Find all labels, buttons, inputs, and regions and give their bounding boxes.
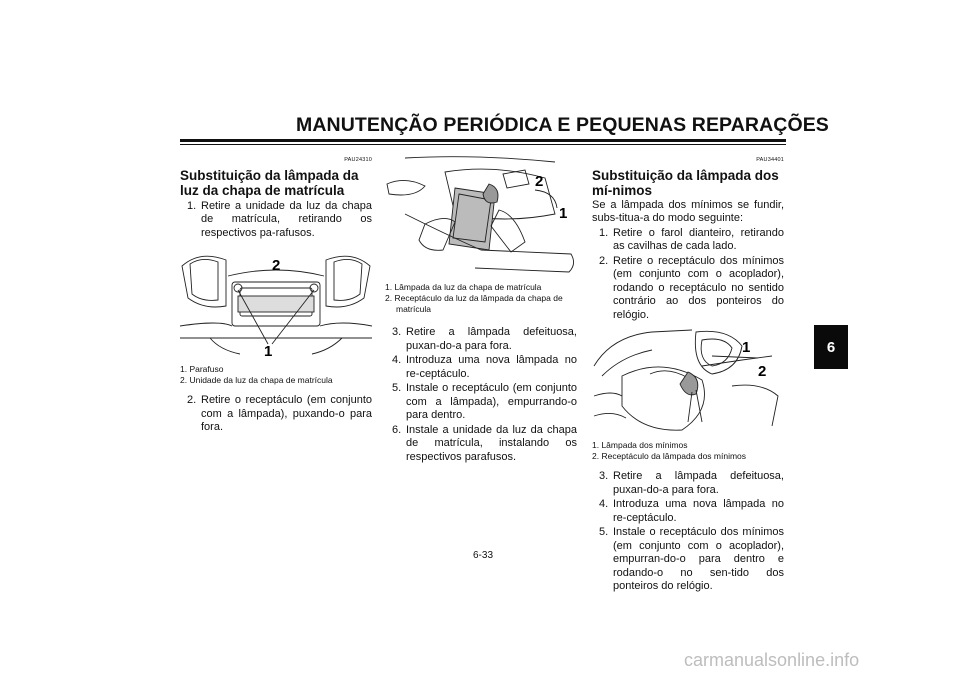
license-plate-bulb-figure — [385, 154, 577, 274]
figure-caption — [385, 282, 577, 315]
caption-item: 1. Parafuso — [180, 364, 224, 374]
step-item — [180, 200, 372, 241]
step-text: Retire o receptáculo dos mínimos (em conjunto com o acoplador), rodando o receptáculo no sentido contrário ao dos ponteiros do relógio. — [613, 254, 784, 321]
step-item — [385, 382, 577, 423]
step-number: 6. — [392, 423, 402, 436]
section-code: PAU24310 — [344, 157, 372, 163]
step-number: 5. — [392, 382, 402, 394]
step-number: 1. — [187, 199, 197, 212]
step-text: Introduza uma nova lâmpada no re-ceptáculo. — [406, 354, 577, 380]
title-rule-thin — [180, 144, 786, 145]
figure-caption — [592, 440, 784, 462]
figure-label-1: 1 — [559, 205, 568, 222]
watermark: carmanualsonline.info — [684, 650, 860, 670]
step-item — [385, 424, 577, 465]
caption-item: 1. Lâmpada dos mínimos — [592, 440, 688, 450]
step-number: 5. — [599, 526, 609, 538]
intro-text: Se a lâmpada dos mínimos se fundir, subs-titua-a do modo seguinte: — [592, 198, 784, 224]
steps-list — [592, 470, 784, 594]
steps-list — [385, 326, 577, 464]
right-column — [592, 154, 784, 594]
caption-item: 2. Receptáculo da luz da lâmpada da chapa de matrícula — [385, 293, 563, 314]
step-item — [592, 470, 784, 497]
license-plate-light-figure — [180, 246, 372, 358]
figure-label-2: 2 — [272, 257, 281, 274]
caption-item: 2. Receptáculo da lâmpada dos mínimos — [592, 451, 747, 461]
step-number: 4. — [392, 354, 402, 366]
parking-light-figure — [592, 326, 784, 436]
section-heading: Substituição da lâmpada dos mí-nimos — [592, 167, 779, 198]
section-code: PAU34401 — [756, 157, 784, 163]
step-item — [592, 255, 784, 323]
figure-label-2: 2 — [535, 173, 544, 190]
title-rule — [180, 139, 786, 142]
step-item — [592, 526, 784, 594]
left-column — [180, 154, 372, 435]
step-text: Retire a lâmpada defeituosa, puxan-do-a para fora. — [613, 470, 784, 496]
step-item — [592, 227, 784, 254]
step-text: Instale o receptáculo dos mínimos (em conjunto com o acoplador), empurran-do-o para dentro e rodando-o no sen-tido dos ponteiros do relógio. — [613, 526, 784, 592]
step-text: Instale a unidade da luz da chapa de matrícula, instalando os respectivos parafusos. — [406, 423, 577, 463]
step-number: 2. — [599, 254, 609, 267]
step-number: 2. — [187, 394, 197, 406]
section-tab: 6 — [814, 325, 848, 369]
step-item — [180, 394, 372, 435]
caption-item: 1. Lâmpada da luz da chapa de matrícula — [385, 282, 542, 292]
step-text: Retire a unidade da luz da chapa de matrícula, retirando os respectivos pa-rafusos. — [201, 199, 372, 239]
caption-item: 2. Unidade da luz da chapa de matrícula — [180, 375, 333, 385]
step-text: Retire o receptáculo (em conjunto com a lâmpada), puxando-o para fora. — [201, 394, 372, 433]
section-heading: Substituição da lâmpada da luz da chapa de matrícula — [180, 167, 359, 198]
middle-column — [385, 154, 577, 464]
steps-list — [180, 394, 372, 435]
figure-caption — [180, 364, 372, 386]
step-item — [385, 354, 577, 381]
page-number: 6-33 — [472, 550, 493, 561]
step-item — [592, 498, 784, 525]
step-number: 4. — [599, 498, 609, 510]
page-title: MANUTENÇÃO PERIÓDICA E PEQUENAS REPARAÇÕES — [296, 114, 829, 136]
step-text: Instale o receptáculo (em conjunto com a lâmpada), empurrando-o para dentro. — [406, 382, 577, 421]
step-number: 3. — [392, 326, 402, 338]
figure-label-2: 2 — [758, 363, 767, 380]
step-number: 3. — [599, 470, 609, 482]
steps-list — [592, 227, 784, 323]
step-text: Retire a lâmpada defeituosa, puxan-do-a para fora. — [406, 326, 577, 352]
steps-list — [180, 200, 372, 241]
figure-label-1: 1 — [264, 343, 273, 358]
step-text: Retire o farol dianteiro, retirando as cavilhas de cada lado. — [613, 226, 784, 252]
step-text: Introduza uma nova lâmpada no re-ceptáculo. — [613, 498, 784, 524]
figure-label-1: 1 — [742, 339, 751, 356]
step-item — [385, 326, 577, 353]
step-number: 1. — [599, 226, 609, 239]
